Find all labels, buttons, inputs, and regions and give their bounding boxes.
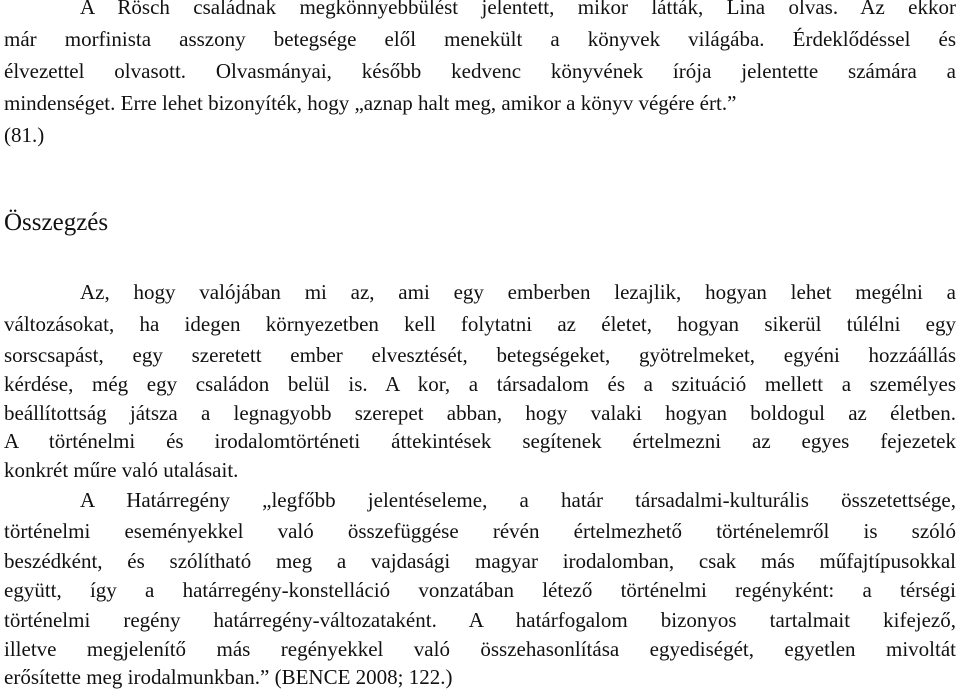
text-line: A Rösch családnak megkönnyebbülést jelentett, mikor látták, Lina olvas. Az ekkor: [80, 0, 956, 19]
text-line: konkrét műre való utalásait.: [4, 458, 239, 482]
text-line: történelmi regény határregény-változataként. A határfogalom bizonyos tartalmait kifejező,: [4, 608, 956, 632]
text-line: erősítette meg irodalmunkban.” (BENCE 2008; 122.): [4, 665, 453, 689]
text-line: beállítottság játsza a legnagyobb szerepet abban, hogy valaki hogyan boldogul az életben.: [4, 401, 956, 425]
section-heading-summary: Összegzés: [4, 209, 109, 236]
text-line: A Határregény „legfőbb jelentéseleme, a határ társadalmi-kulturális összetettsége,: [80, 488, 956, 512]
text-line: már morfinista asszony betegsége elől menekült a könyvek világába. Érdeklődéssel és: [4, 27, 956, 51]
text-line: élvezettel olvasott. Olvasmányai, később kedvenc könyvének írója jelentette számára a: [4, 59, 956, 83]
text-line: együtt, így a határregény-konstelláció vonzatában létező történelmi regényként: a térségi: [4, 578, 956, 602]
text-line: beszédként, és szólítható meg a vajdasági magyar irodalomban, csak más műfajtípusokkal: [4, 549, 956, 573]
text-line: illetve megjelenítő más regényekkel való összehasonlítása egyediségét, egyetlen mivoltát: [4, 637, 956, 661]
text-line: A történelmi és irodalomtörténeti áttekintések segítenek értelmezni az egyes fejezetek: [4, 429, 956, 453]
text-line: mindenséget. Erre lehet bizonyíték, hogy „aznap halt meg, amikor a könyv végére ért.”: [4, 91, 737, 115]
text-line: Az, hogy valójában mi az, ami egy emberben lezajlik, hogyan lehet megélni a: [80, 280, 956, 304]
text-line: (81.): [4, 123, 45, 147]
text-line: sorscsapást, egy szeretett ember elvesztését, betegségeket, gyötrelmeket, egyéni hozzáállás: [4, 343, 956, 367]
text-line: kérdése, még egy családon belül is. A kor, a társadalom és a szituáció mellett a személyes: [4, 372, 956, 396]
text-line: történelmi eseményekkel való összefüggése révén értelmezhető történelemről is szóló: [4, 519, 956, 543]
text-line: változásokat, ha idegen környezetben kell folytatni az életet, hogyan sikerül túlélni egy: [4, 312, 956, 336]
